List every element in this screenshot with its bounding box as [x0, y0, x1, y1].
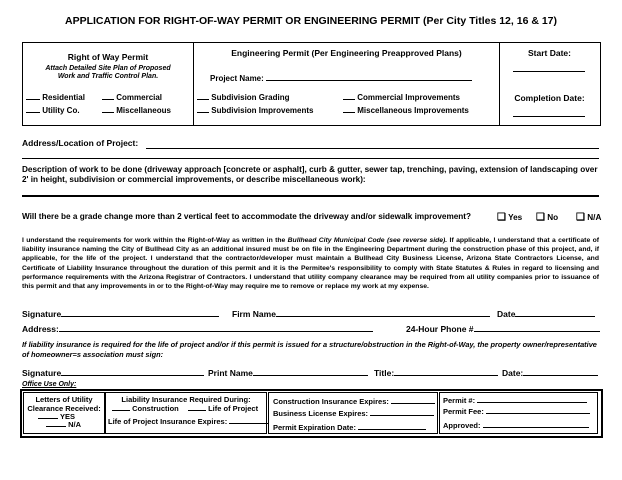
address-location-label: Address/Location of Project:	[22, 138, 139, 148]
eng-permit-heading: Engineering Permit (Per Engineering Preapproved Plans)	[231, 48, 462, 58]
signature-field[interactable]: Signature	[22, 309, 219, 319]
construction-expires-field[interactable]: Construction Insurance Expires:	[273, 397, 435, 406]
misc-improvements-checkbox[interactable]: Miscellaneous Improvements	[343, 106, 469, 115]
liability-heading: Liability Insurance Required During:	[121, 395, 251, 404]
commercial-checkbox[interactable]: Commercial	[102, 93, 162, 102]
owner-signature-field[interactable]: Signature	[22, 368, 204, 378]
owner-date-field[interactable]: Date:	[502, 368, 598, 378]
start-date-label: Start Date:	[528, 48, 571, 58]
start-date-field[interactable]	[513, 71, 585, 72]
title-field[interactable]: Title:	[374, 368, 498, 378]
description-label: Description of work to be done (driveway approach [concrete or asphalt], curb & gutter, sewer tap, trenching, paving, extension of landscaping over 2' in height, subdivision or commercial improvements, or describe miscellaneous work):	[22, 165, 598, 184]
row-permit-note: Attach Detailed Site Plan of Proposed	[45, 65, 171, 72]
project-name-field[interactable]: Project Name:	[210, 74, 472, 83]
permit-fee-field[interactable]: Permit Fee:	[443, 407, 590, 416]
grade-yes-checkbox[interactable]: ❏ Yes	[497, 212, 523, 223]
letters-heading: Letters of Utility	[35, 395, 93, 404]
description-field[interactable]	[22, 195, 599, 197]
date-field[interactable]: Date	[497, 309, 595, 319]
life-of-project-field[interactable]: Life of Project	[188, 404, 258, 413]
agreement-text: I understand the requirements for work within the Right-of-Way as written in the Bullhead City Municipal Code (see reverse side). If applicable, I understand that a certificate of liability insurance naming the City of Bullhead City as an additional insured must be on file in the Engineering Department during the construction phase of this project, and, if applicable, for the life of the project. I understand that the contractor/developer must maintain a Bullhead City Business License, Arizona State Contractors License, and Certificate of Liability Insurance throughout the duration of this permit and it is the Permitee's responsibility to comply with State Statutes & Rules in regard to licensing and performance requirements with the Arizona Registrar of Contractors. I understand that utility company clearance may be required from all utility companies prior to issuance of this permit and that any improvements in or to the Right-of-Way may require me to remove or replace my work at my expense.	[22, 237, 599, 291]
letters-yes-field[interactable]: YES	[38, 412, 75, 421]
letters-heading: Clearance Received:	[27, 404, 101, 413]
subdivision-grading-checkbox[interactable]: Subdivision Grading	[197, 93, 289, 102]
row-permit-heading: Right of Way Permit	[67, 52, 149, 62]
row-permit-note: Work and Traffic Control Plan.	[57, 73, 159, 80]
grade-no-checkbox[interactable]: ❏ No	[536, 212, 559, 223]
phone-field[interactable]: 24-Hour Phone #	[406, 324, 600, 334]
letters-na-field[interactable]: N/A	[46, 420, 81, 429]
print-name-field[interactable]: Print Name	[208, 368, 368, 378]
applicant-address-field[interactable]: Address:	[22, 324, 373, 334]
permit-number-field[interactable]: Permit #:	[443, 396, 587, 405]
address-location-field[interactable]	[146, 148, 599, 149]
utility-checkbox[interactable]: Utility Co.	[26, 106, 80, 115]
office-use-label: Office Use Only:	[22, 381, 77, 388]
life-expires-field[interactable]: Life of Project Insurance Expires:	[108, 417, 269, 426]
grade-question: Will there be a grade change more than 2 vertical feet to accommodate the driveway and/or sidewalk improvement?	[22, 212, 472, 221]
construction-field[interactable]: Construction	[112, 404, 179, 413]
completion-date-label: Completion Date:	[514, 93, 585, 103]
firm-name-field[interactable]: Firm Name	[232, 309, 490, 319]
subdivision-improvements-checkbox[interactable]: Subdivision Improvements	[197, 106, 313, 115]
permit-expires-field[interactable]: Permit Expiration Date:	[273, 423, 426, 432]
business-expires-field[interactable]: Business License Expires:	[273, 409, 434, 418]
approved-field[interactable]: Approved:	[443, 421, 589, 430]
divider	[22, 158, 599, 159]
page-title: APPLICATION FOR RIGHT-OF-WAY PERMIT OR ENGINEERING PERMIT (Per City Titles 12, 16 & 17)	[64, 15, 558, 27]
grade-na-checkbox[interactable]: ❏ N/A	[576, 212, 602, 223]
liability-note: If liability insurance is required for the life of project and/or if this permit is issued for a structure/obstruction in the Right-of-Way, the property owner/representative of homeowner=s association must sign:	[22, 340, 597, 359]
commercial-improvements-checkbox[interactable]: Commercial Improvements	[343, 93, 460, 102]
miscellaneous-checkbox[interactable]: Miscellaneous	[102, 106, 171, 115]
residential-checkbox[interactable]: Residential	[26, 93, 85, 102]
completion-date-field[interactable]	[513, 116, 585, 117]
